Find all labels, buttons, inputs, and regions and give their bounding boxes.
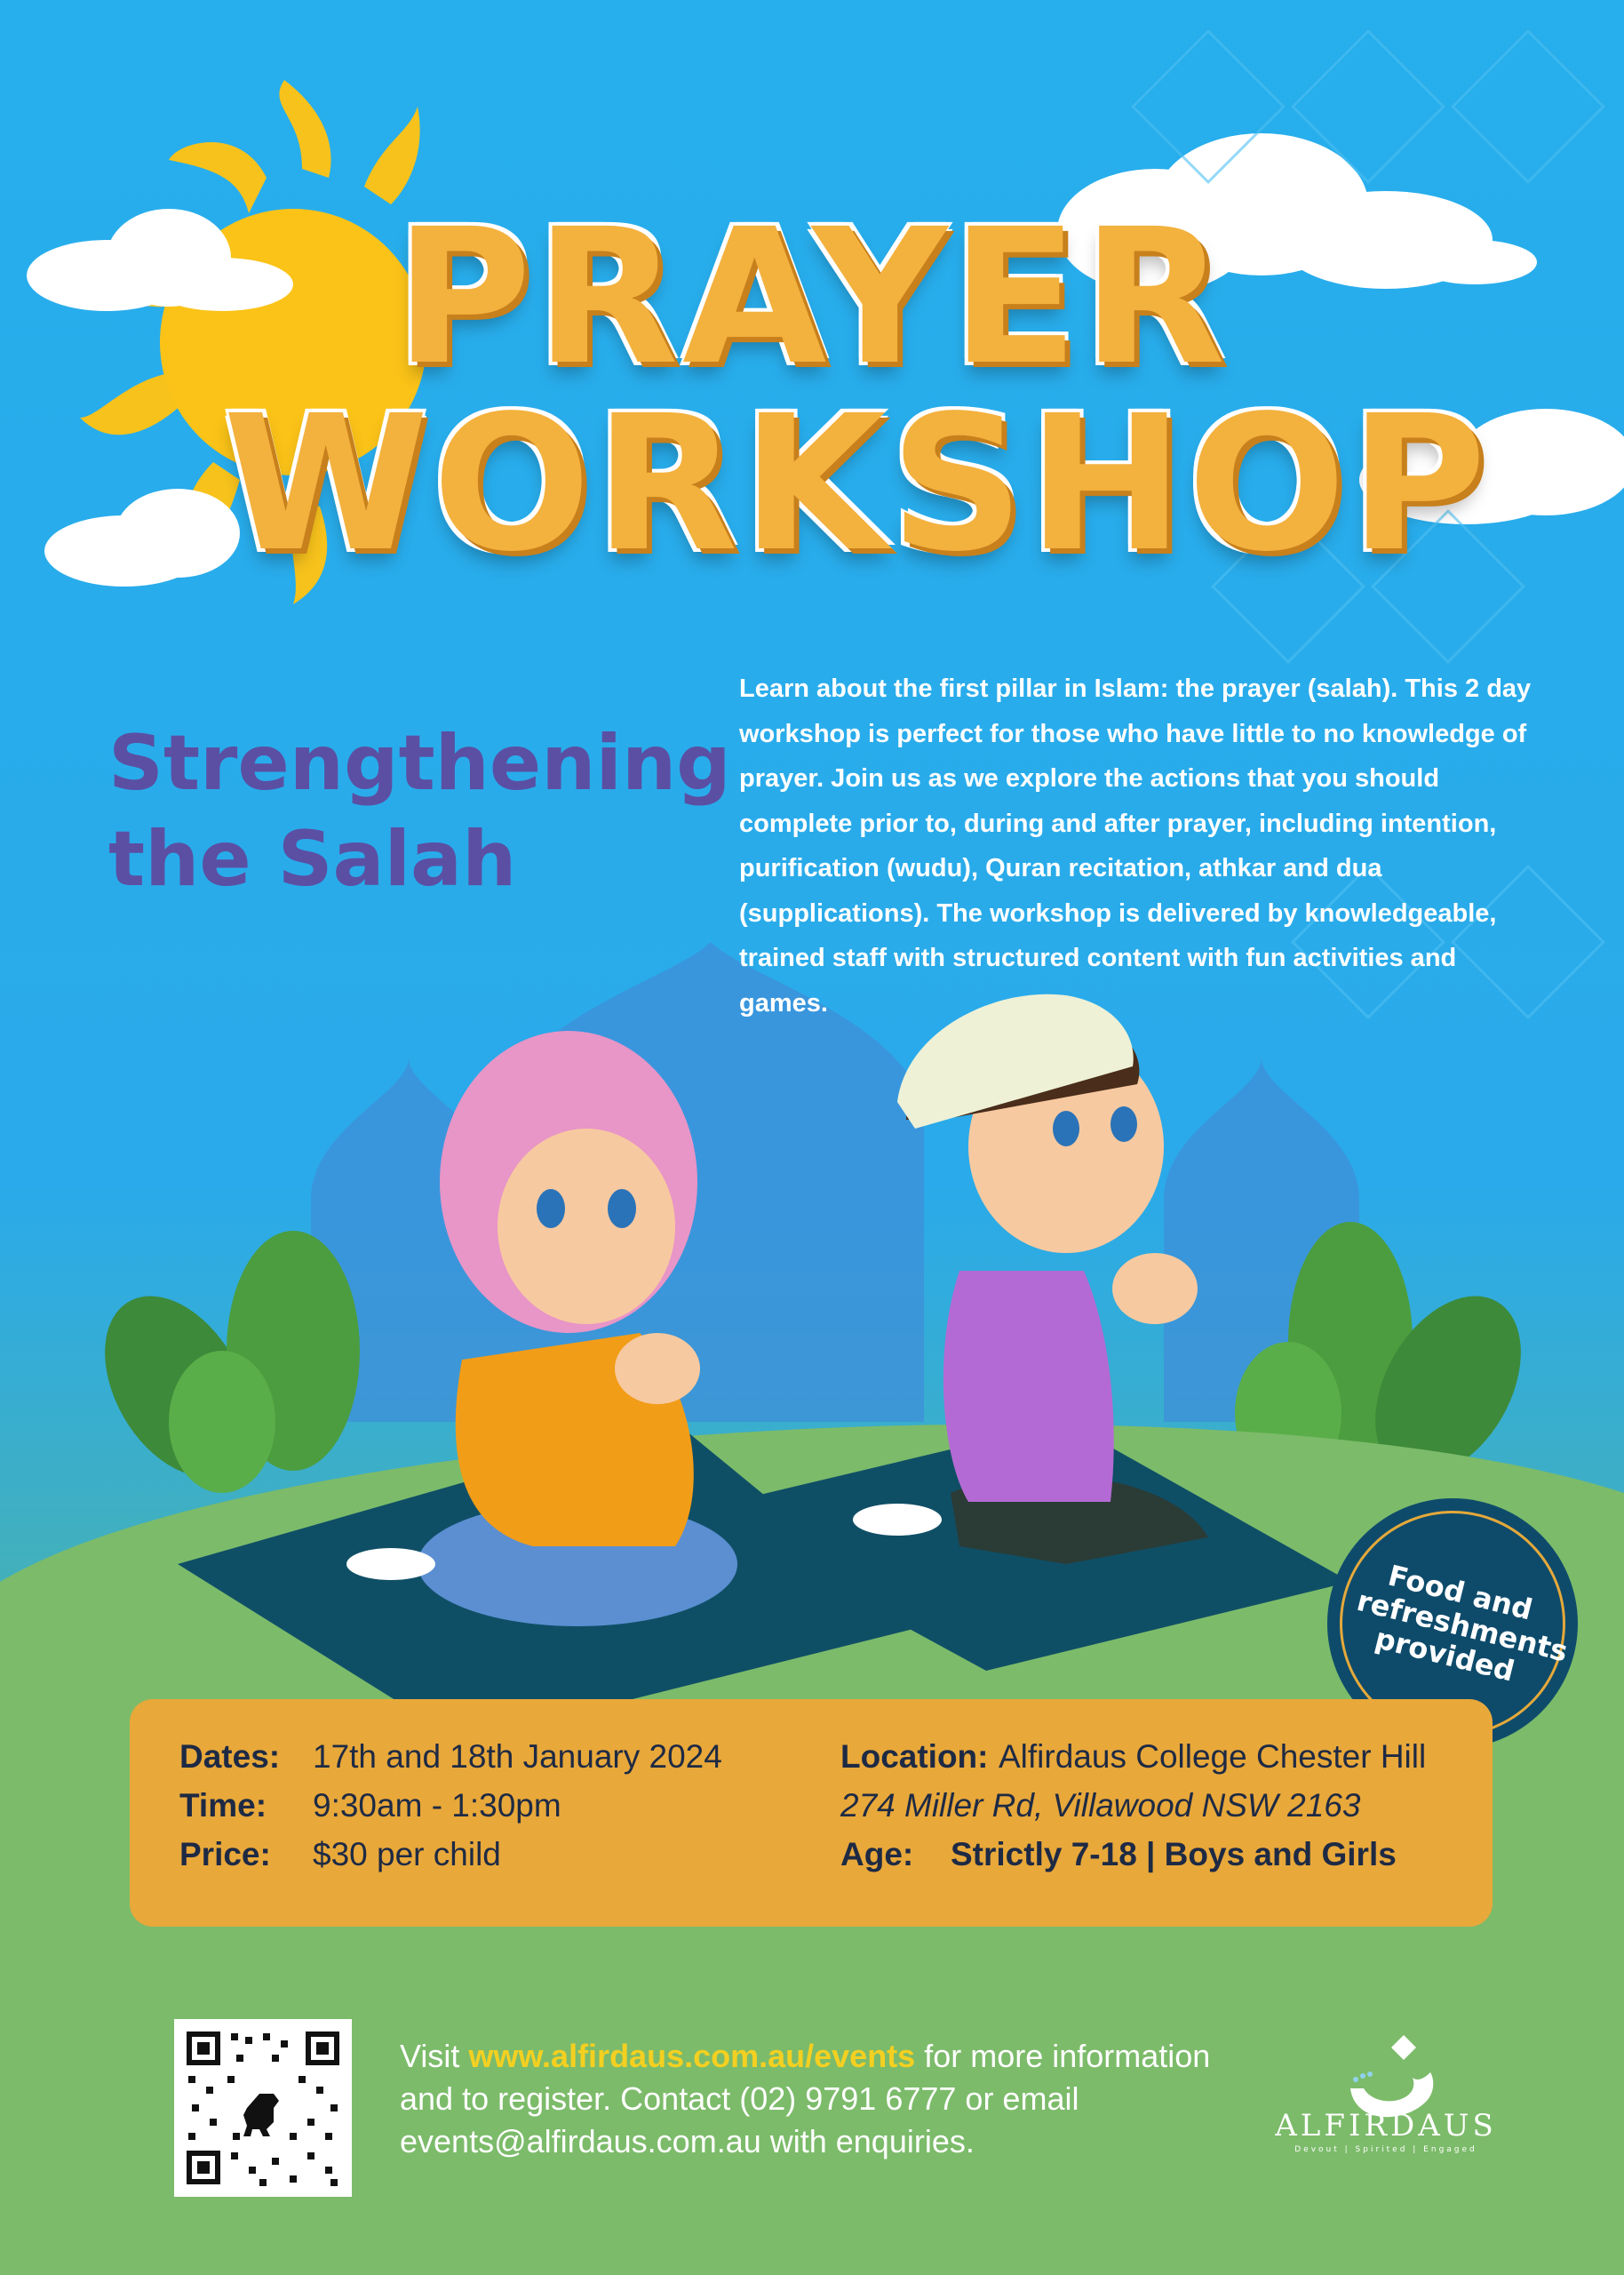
title-line-1: PRAYER — [394, 188, 1230, 406]
location-address: 274 Miller Rd, Villawood NSW 2163 — [840, 1787, 1361, 1824]
price-value: $30 per child — [313, 1836, 501, 1872]
age-value: Strictly 7-18 | Boys and Girls — [951, 1836, 1397, 1872]
dates-row — [179, 1738, 722, 1776]
title-line-2: WORKSHOP — [222, 375, 1491, 593]
age-label: Age: — [840, 1836, 914, 1872]
bush-left — [75, 1231, 360, 1502]
description: Learn about the first pillar in Islam: the prayer (salah). This 2 day workshop is perfect for those who have little to no knowledge of prayer. Join us as we explore the actions that you should complete prior to, during and after prayer, including intention, purification (wudu), Quran recitation, athkar and dua (supplications). The workshop is delivered by knowledgeable, trained staff with structured content with fun activities and games. — [739, 675, 1532, 1018]
age-row — [840, 1836, 1397, 1873]
logo-name: ALFIRDAUS — [1275, 2108, 1497, 2143]
location-label: Location: — [840, 1738, 989, 1775]
logo-tagline: Devout | Spirited | Engaged — [1294, 2145, 1477, 2154]
price-row — [179, 1836, 501, 1873]
footer-text — [400, 2035, 1253, 2163]
dates-value: 17th and 18th January 2024 — [313, 1738, 722, 1775]
subtitle: Strengthening the Salah — [108, 719, 731, 904]
footer-suffix: for more information and to register. Contact (02) 9791 6777 or email events@alfirdaus.com.au with enquiries. — [400, 2038, 1211, 2159]
qr-code-icon[interactable] — [174, 2019, 352, 2197]
footer-prefix: Visit — [400, 2038, 469, 2074]
time-value: 9:30am - 1:30pm — [313, 1787, 561, 1824]
price-label: Price: — [179, 1836, 271, 1872]
time-label: Time: — [179, 1787, 267, 1824]
dates-label: Dates: — [179, 1738, 281, 1775]
location-value: Alfirdaus College Chester Hill — [999, 1738, 1427, 1775]
badge-text: Food and refreshments provided — [1353, 1558, 1572, 1688]
events-link[interactable]: www.alfirdaus.com.au/events — [468, 2038, 916, 2074]
location-row — [840, 1738, 1426, 1776]
event-details — [130, 1699, 1493, 1927]
time-row — [179, 1787, 561, 1824]
